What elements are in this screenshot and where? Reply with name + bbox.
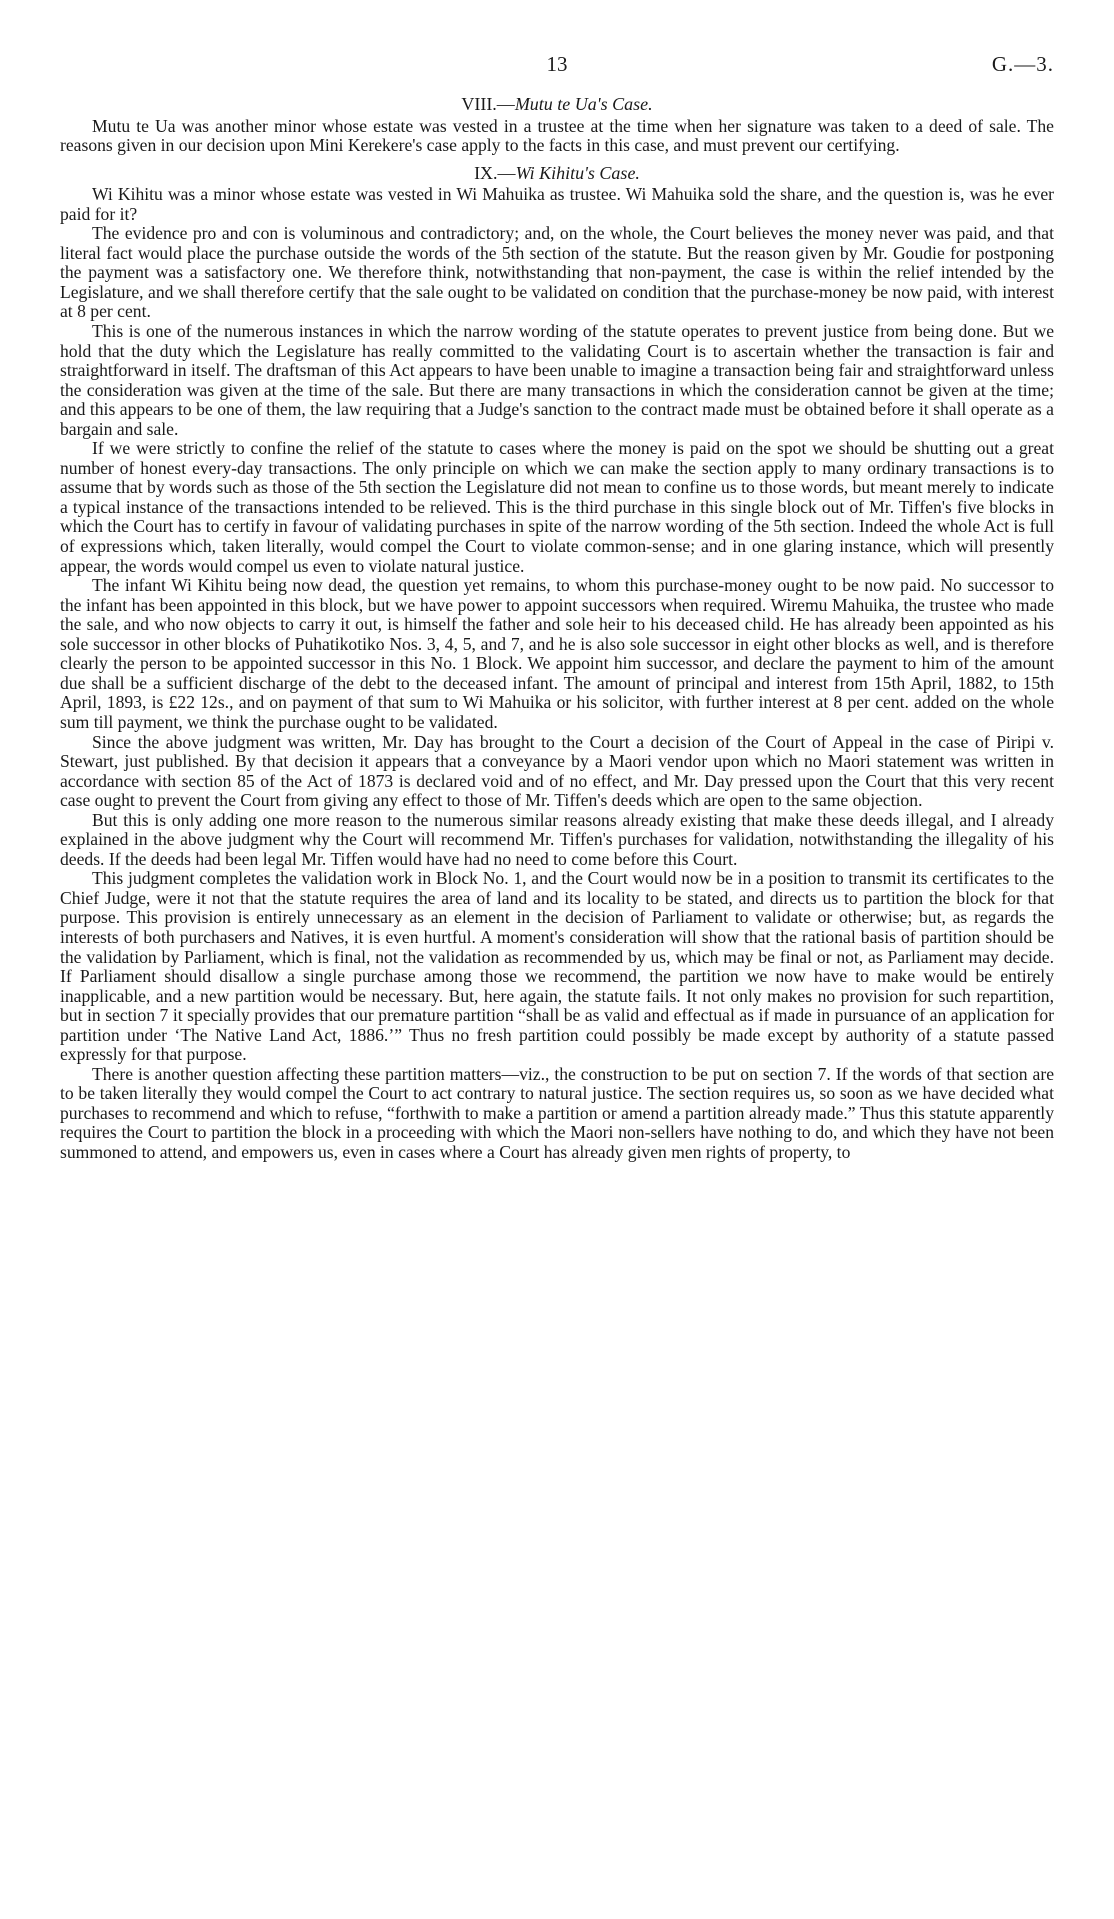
paragraph: Wi Kihitu was a minor whose estate was vested in Wi Mahuika as trustee. Wi Mahuika sold the share, and the question is, was he ever paid for it? <box>60 184 1054 224</box>
paragraph: This is one of the numerous instances in which the narrow wording of the statute operates to prevent justice from being done. But we hold that the duty which the Legislature has really committed to the validating Court is to ascertain whether the transaction is fair and straightforward in itself. The draftsman of this Act appears to have been unable to imagine a transaction being fair and straightforward unless the consideration was given at the time of the sale. But there are many transactions in which the consideration cannot be given at the time; and this appears to be one of them, the law requiring that a Judge's sanction to the contract made must be obtained before it shall operate as a bargain and sale. <box>60 321 1054 439</box>
page-header <box>60 52 1054 87</box>
section-heading-ix <box>60 164 1054 184</box>
heading-prefix: VIII.— <box>461 94 515 114</box>
paragraph: Mutu te Ua was another minor whose estate was vested in a trustee at the time when her signature was taken to a deed of sale. The reasons given in our decision upon Mini Kerekere's case apply to the facts in this case, and must prevent our certifying. <box>60 115 1054 156</box>
heading-title: Mutu te Ua's Case. <box>514 94 653 114</box>
paragraph: The evidence pro and con is voluminous and contradictory; and, on the whole, the Court believes the money never was paid, and that literal fact would place the purchase outside the words of the 5th section of the statute. But the reason given by Mr. Goudie for postponing the payment was a satisfactory one. We therefore think, notwithstanding that non-payment, the case is within the relief intended by the Legislature, and we shall therefore certify that the sale ought to be validated on condition that the purchase-money be now paid, with interest at 8 per cent. <box>60 223 1054 322</box>
document-reference: G.—3. <box>991 52 1054 76</box>
paragraph: Since the above judgment was written, Mr. Day has brought to the Court a decision of the Court of Appeal in the case of Piripi v. Stewart, just published. By that decision it appears that a conveyance by a Maori vendor upon which no Maori statement was written in accordance with section 85 of the Act of 1873 is declared void and of no effect, and Mr. Day pressed upon the Court that this very recent case ought to prevent the Court from giving any effect to those of Mr. Tiffen's deeds which are open to the same objection. <box>60 731 1054 811</box>
paragraph: But this is only adding one more reason to the numerous similar reasons already existing that make these deeds illegal, and I already explained in the above judgment why the Court will recommend Mr. Tiffen's purchases for validation, notwithstanding the illegality of his deeds. If the deeds had been legal Mr. Tiffen would have had no need to come before this Court. <box>60 809 1054 869</box>
section-heading-viii <box>60 95 1054 115</box>
paragraph: This judgment completes the validation work in Block No. 1, and the Court would now be in a position to transmit its certificates to the Chief Judge, were it not that the statute requires the area of land and its locality to be stated, and directs us to partition the block for that purpose. This provision is entirely unnecessary as an element in the decision of Parliament to validate or otherwise; but, as regards the interests of both purchasers and Natives, it is even hurtful. A moment's consideration will show that the rational basis of partition should be the validation by Parliament, which is final, not the validation as recommended by us, which may be final or not, as Parliament may decide. If Parliament should disallow a single purchase among those we recommend, the partition we now have to make would be entirely inapplicable, and a new partition would be necessary. But, here again, the statute fails. It not only makes no provision for such repartition, but in section 7 it specially provides that our premature partition “shall be as valid and effectual as if made in pursuance of an application for partition under ‘The Native Land Act, 1886.’” Thus no fresh partition could possibly be made except by authority of a statute passed expressly for that purpose. <box>60 868 1054 1065</box>
heading-title: Wi Kihitu's Case. <box>515 162 640 183</box>
document-page <box>60 52 1054 1163</box>
paragraph: The infant Wi Kihitu being now dead, the question yet remains, to whom this purchase-money ought to be now paid. No successor to the infant has been appointed in this block, but we have power to appoint successors when required. Wiremu Mahuika, the trustee who made the sale, and who now objects to carry it out, is himself the father and sole heir to his deceased child. He has already been appointed as his sole successor in other blocks of Puhatikotiko Nos. 3, 4, 5, and 7, and he is also sole successor in eight other blocks as well, and is therefore clearly the person to be appointed successor in this No. 1 Block. We appoint him successor, and declare the payment to him of the amount due shall be a sufficient discharge of the debt to the deceased infant. The amount of principal and interest from 15th April, 1882, to 15th April, 1893, is £22 12s., and on payment of that sum to Wi Mahuika or his solicitor, with further interest at 8 per cent. added on the whole sum till payment, we think the purchase ought to be validated. <box>60 575 1054 732</box>
page-number: 13 <box>546 52 568 76</box>
heading-prefix: IX.— <box>474 162 516 183</box>
paragraph: If we were strictly to confine the relief of the statute to cases where the money is paid on the spot we should be shutting out a great number of honest every-day transactions. The only principle on which we can make the section apply to many ordinary transactions is to assume that by words such as those of the 5th section the Legislature did not mean to confine us to those words, but meant merely to indicate a typical instance of the transactions intended to be relieved. This is the third purchase in this single block out of Mr. Tiffen's five blocks in which the Court has to certify in favour of validating purchases in spite of the narrow wording of the 5th section. Indeed the whole Act is full of expressions which, taken literally, would compel the Court to violate common-sense; and in one glaring instance, which will presently appear, the words would compel us even to violate natural justice. <box>60 438 1054 576</box>
paragraph: There is another question affecting these partition matters—viz., the construction to be put on section 7. If the words of that section are to be taken literally they would compel the Court to act contrary to natural justice. The section requires us, so soon as we have decided what purchases to recommend and which to refuse, “forthwith to make a partition or amend a partition already made.” Thus this statute apparently requires the Court to partition the block in a proceeding with which the Maori non-sellers have nothing to do, and which they have not been summoned to attend, and empowers us, even in cases where a Court has already given men rights of property, to <box>60 1063 1054 1162</box>
